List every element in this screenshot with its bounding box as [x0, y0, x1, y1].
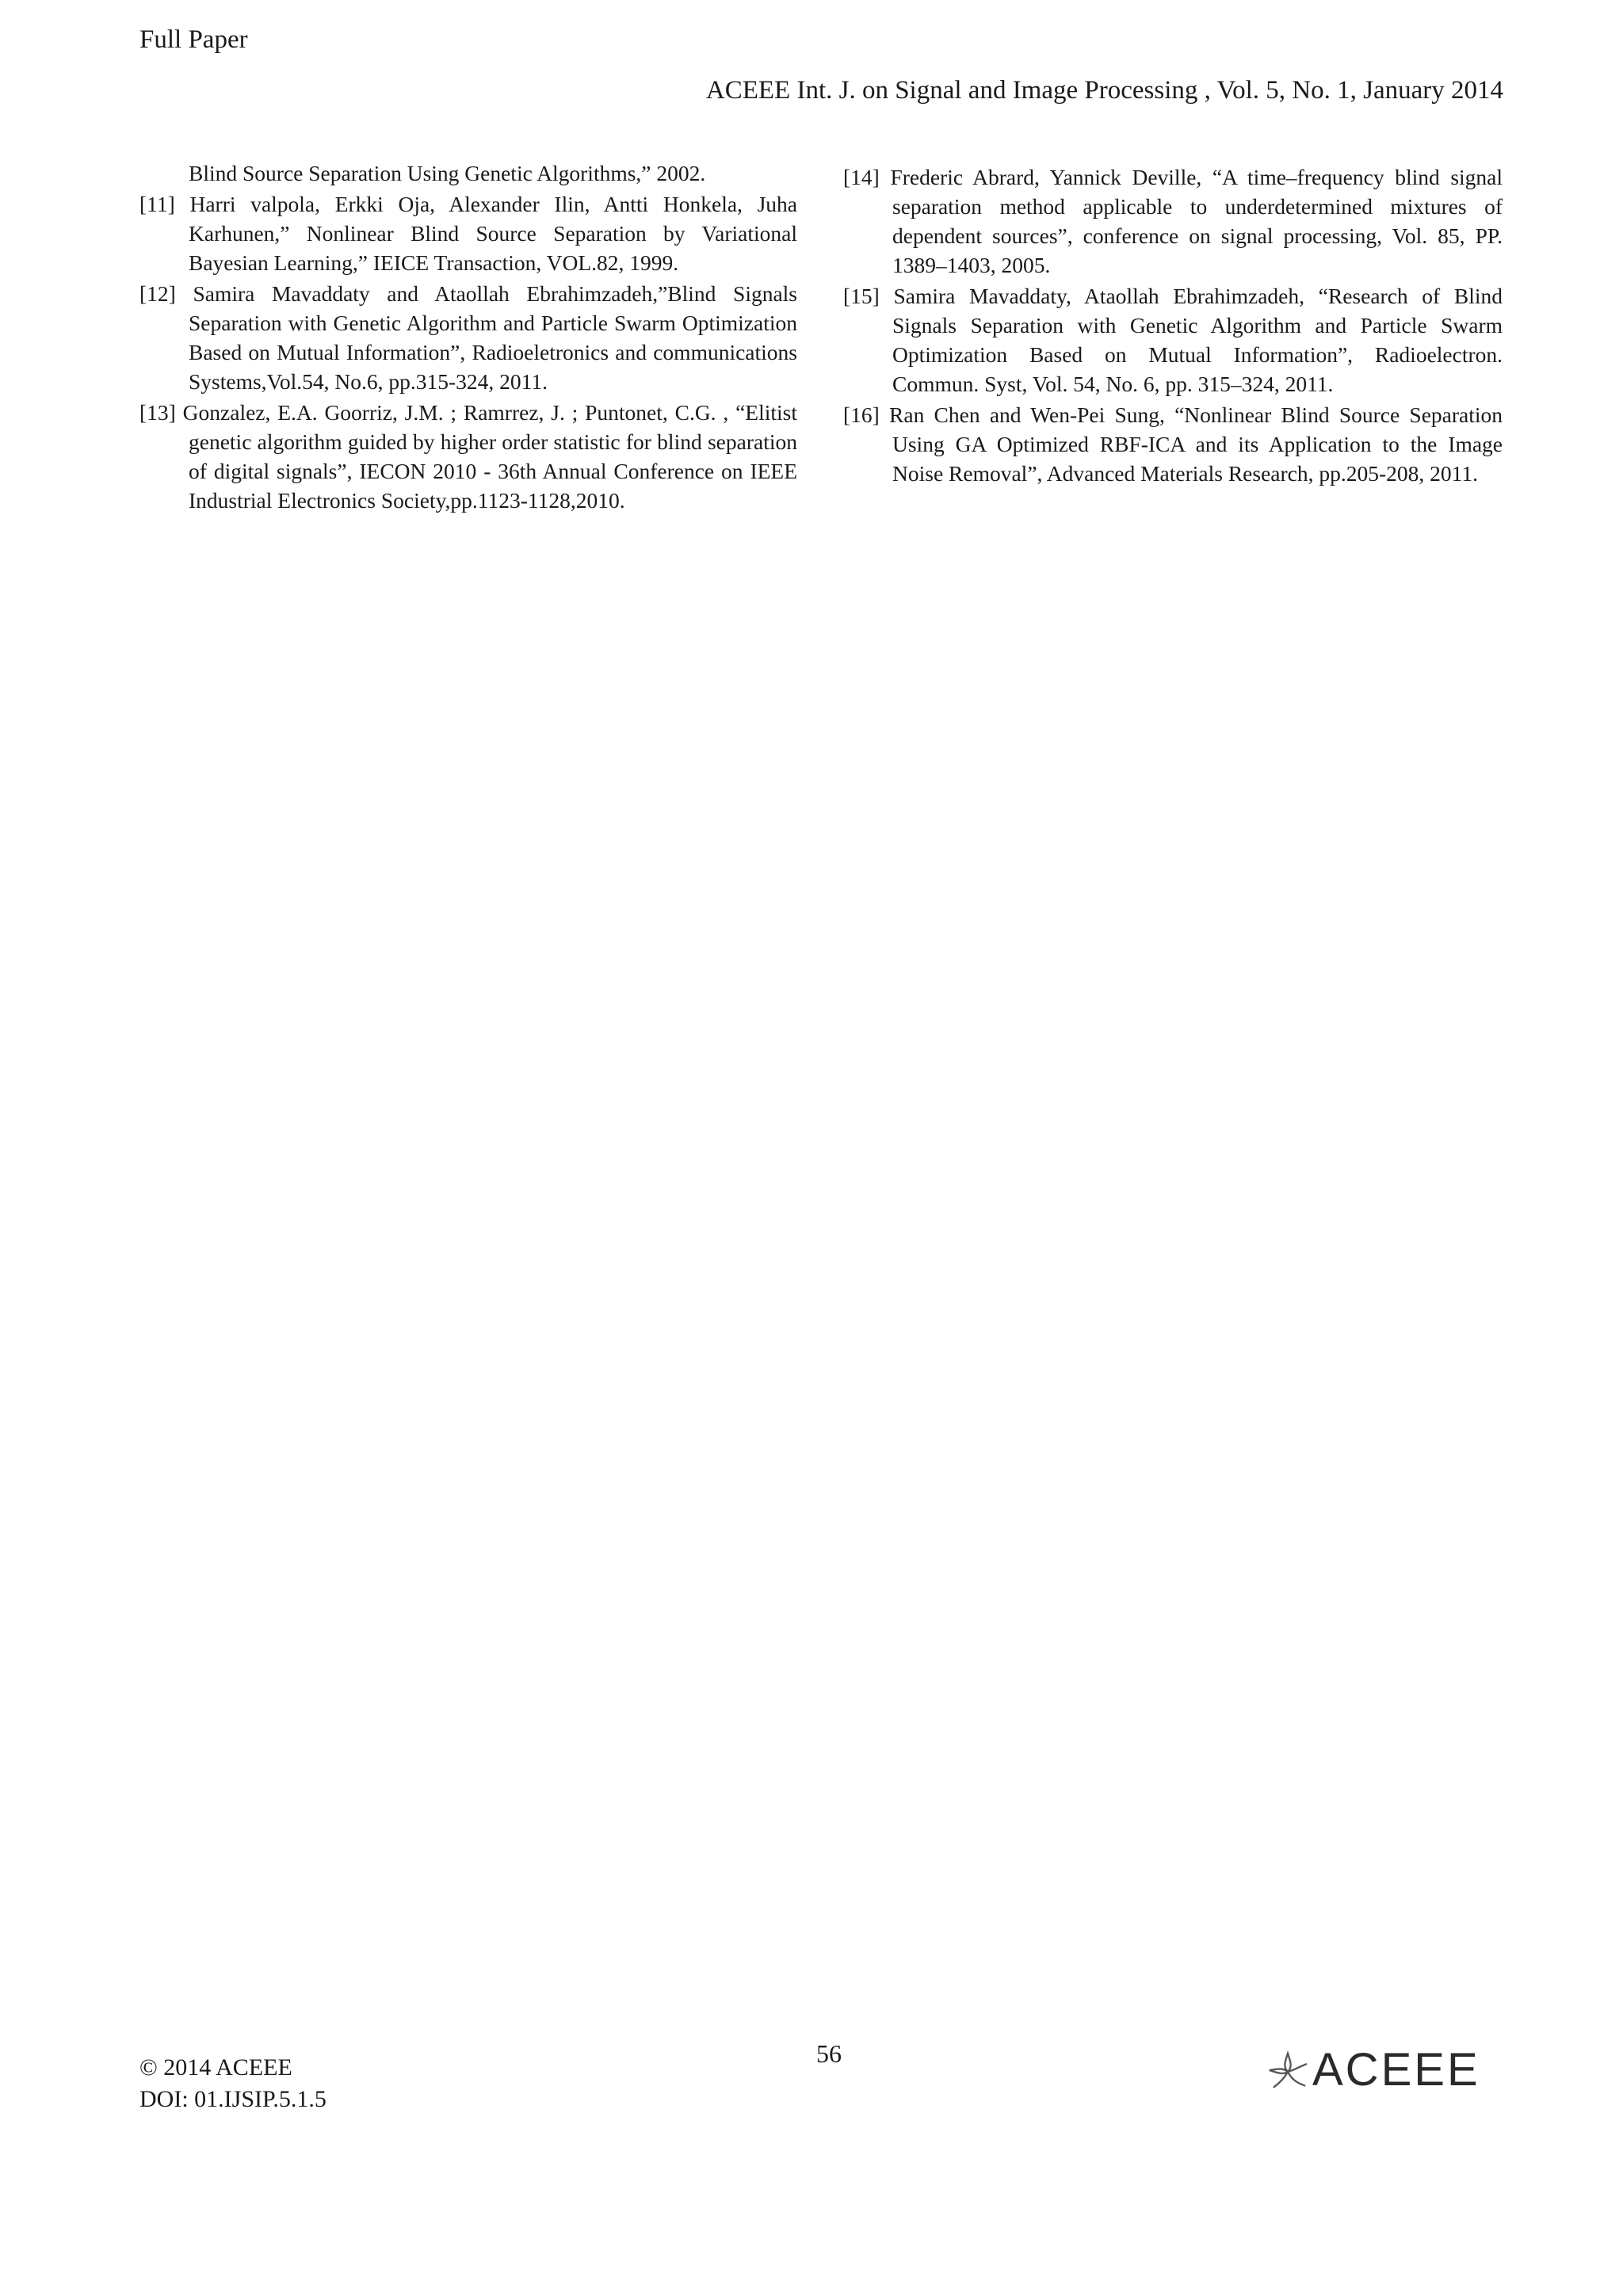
reference-item: [843, 162, 1503, 280]
reference-text: Gonzalez, E.A. Goorriz, J.M. ; Ramrrez, J. ; Puntonet, C.G. , “Elitist genetic algorithm guided by higher order statistic for blind separation of digital signals”, IECON 2010 - 36th Annual Conference on IEEE Industrial Electronics Society,pp.1123-1128,2010.: [182, 400, 798, 513]
reference-text: Samira Mavaddaty, Ataollah Ebrahimzadeh, “Research of Blind Signals Separation with Genetic Algorithm and Particle Swarm Optimization Based on Mutual Information”, Radioelectron. Commun. Syst, Vol. 54, No. 6, pp. 315–324, 2011.: [892, 284, 1503, 396]
page-number: 56: [816, 2039, 842, 2068]
footer-doi: DOI: 01.IJSIP.5.1.5: [139, 2086, 327, 2112]
journal-header: ACEEE Int. J. on Signal and Image Processing , Vol. 5, No. 1, January 2014: [705, 76, 1503, 105]
reference-text: Samira Mavaddaty and Ataollah Ebrahimzadeh,”Blind Signals Separation with Genetic Algorithm and Particle Swarm Optimization Based on Mutual Information”, Radioeletronics and communications Systems,Vol.54, No.6, pp.315-324, 2011.: [189, 281, 798, 394]
star-flourish-icon: [1265, 2047, 1311, 2093]
reference-text: Frederic Abrard, Yannick Deville, “A time–frequency blind signal separation method applicable to underdetermined mixtures of dependent sources”, conference on signal processing, Vol. 85, PP. 1389–1403, 2005.: [890, 165, 1503, 277]
reference-number: [16]: [843, 402, 880, 427]
reference-item: [843, 281, 1503, 399]
reference-text: Harri valpola, Erkki Oja, Alexander Ilin, Antti Honkela, Juha Karhunen,” Nonlinear Blind Source Separation by Variational Bayesian Learning,” IEICE Transaction, VOL.82, 1999.: [189, 192, 798, 275]
reference-item: [139, 189, 797, 277]
footer-copyright: © 2014 ACEEE: [139, 2054, 292, 2081]
reference-item: [139, 398, 797, 515]
references-left-column: [139, 158, 797, 517]
reference-number: [15]: [843, 284, 880, 308]
paper-type-label: Full Paper: [139, 25, 248, 54]
reference-number: [12]: [139, 281, 176, 306]
reference-number: [13]: [139, 400, 176, 425]
reference-text: Ran Chen and Wen-Pei Sung, “Nonlinear Blind Source Separation Using GA Optimized RBF-ICA and its Application to the Image Noise Removal”, Advanced Materials Research, pp.205-208, 2011.: [889, 402, 1503, 486]
reference-item: [843, 400, 1503, 488]
logo-text: ACEEE: [1312, 2044, 1480, 2096]
publisher-logo: [1265, 2046, 1503, 2094]
reference-item: [139, 279, 797, 396]
references-right-column: [843, 162, 1503, 490]
reference-number: [11]: [139, 192, 175, 216]
reference-number: [14]: [843, 165, 880, 189]
reference-continuation: Blind Source Separation Using Genetic Algorithms,” 2002.: [189, 161, 706, 185]
